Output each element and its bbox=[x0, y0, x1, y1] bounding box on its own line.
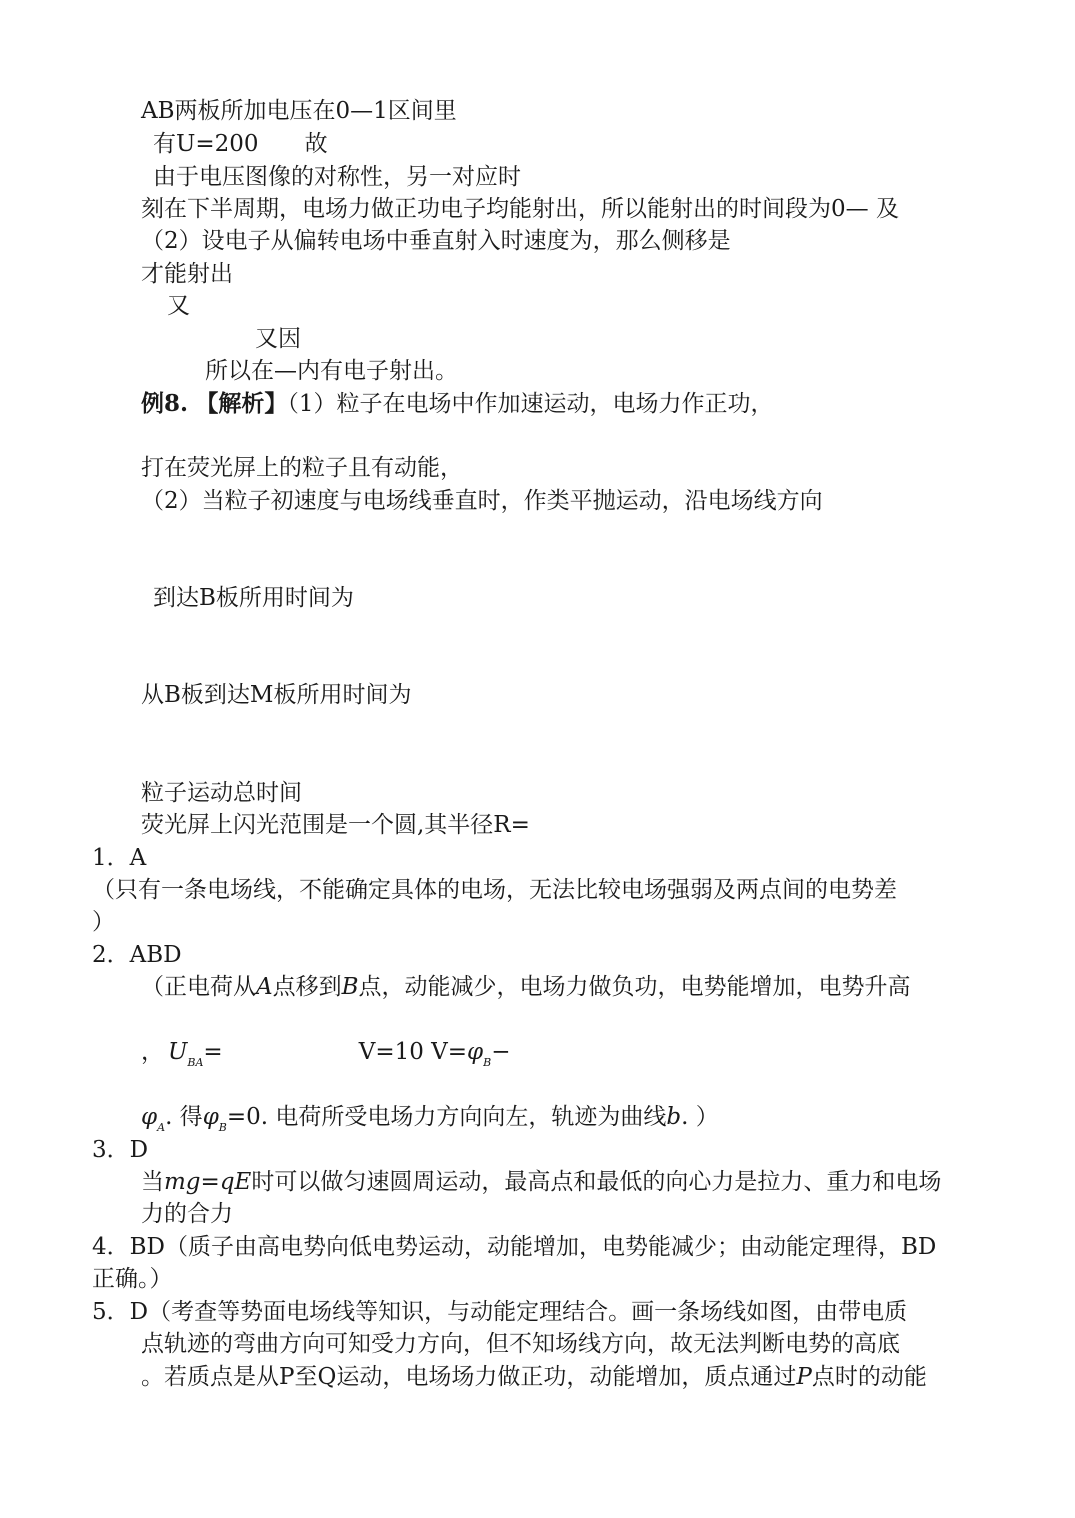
text-line: （2）当粒子初速度与电场线垂直时，作类平抛运动，沿电场线方向 bbox=[141, 488, 823, 514]
text-line: 点轨迹的弯曲方向可知受力方向，但不知场线方向，故无法判断电势的高底 bbox=[141, 1331, 900, 1357]
text-line: 从B板到达M板所用时间为 bbox=[141, 682, 412, 708]
analysis-tag: 【解析】 bbox=[195, 390, 288, 417]
answer-2: 2．ABD bbox=[92, 942, 182, 968]
text-line: 有U=200 故 bbox=[153, 131, 328, 157]
text-line: 又因 bbox=[255, 326, 301, 352]
answer-3: 3．D bbox=[92, 1137, 149, 1163]
text-line: AB两板所加电压在0—1区间里 bbox=[141, 98, 457, 124]
text-line: 到达B板所用时间为 bbox=[153, 585, 354, 611]
text-line: 粒子运动总时间 bbox=[141, 780, 302, 806]
text-line: 打在荧光屏上的粒子且有动能， bbox=[141, 455, 463, 481]
text-line: 才能射出 bbox=[141, 261, 233, 287]
text-line: 。若质点是从P至Q运动，电场场力做正功，动能增加，质点通过P点时的动能 bbox=[141, 1364, 927, 1390]
formula-line: ， $U_{BA}= V=10$ $V=\varphi_B-$ bbox=[141, 1039, 511, 1069]
example-8-heading: 例8. 【解析】（1）粒子在电场中作加速运动，电场力作正功， bbox=[141, 390, 774, 417]
example-label: 例8. bbox=[141, 390, 189, 417]
text-line: 刻在下半周期，电场力做正功电子均能射出，所以能射出的时间段为0— 及 bbox=[141, 196, 899, 222]
text-line: ） bbox=[92, 909, 115, 935]
text-line: （2）设电子从偏转电场中垂直射入时速度为，那么侧移是 bbox=[141, 228, 731, 254]
answer-4: 4．BD（质子由高电势向低电势运动，动能增加，电势能减少；由动能定理得，BD bbox=[92, 1234, 937, 1260]
text-line: （正电荷从A点移到B点，动能减少，电场力做负功，电势能增加，电势升高 bbox=[141, 974, 911, 1000]
text-line: 力的合力 bbox=[141, 1201, 233, 1227]
formula-line: $\varphi_A$. 得$\varphi_B=0$. 电荷所受电场力方向向左，轨迹为曲线b. ） bbox=[141, 1104, 719, 1134]
text-line: 又 bbox=[167, 293, 190, 319]
text-line: 当mg=qE时可以做匀速圆周运动，最高点和最低的向心力是拉力、重力和电场 bbox=[141, 1169, 942, 1195]
answer-1: 1．A bbox=[92, 845, 147, 871]
text-line: 由于电压图像的对称性，另一对应时 bbox=[153, 164, 521, 190]
answer-5: 5．D（考查等势面电场线等知识，与动能定理结合。画一条场线如图，由带电质 bbox=[92, 1299, 908, 1325]
text-line: （只有一条电场线，不能确定具体的电场，无法比较电场强弱及两点间的电势差 bbox=[92, 877, 897, 903]
text-line: 荧光屏上闪光范围是一个圆,其半径R= bbox=[141, 812, 530, 838]
text-line: 正确。） bbox=[92, 1266, 173, 1292]
text-line: 所以在—内有电子射出。 bbox=[205, 358, 458, 384]
